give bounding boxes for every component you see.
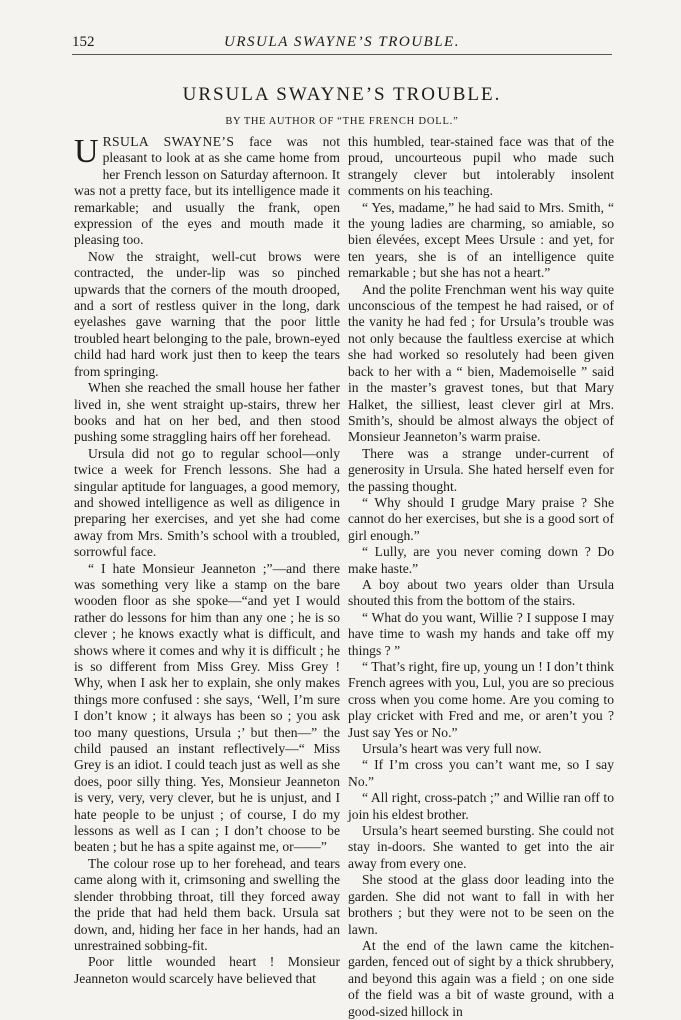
paragraph: “ Lully, are you never coming down ? Do make haste.” xyxy=(348,544,614,576)
paragraph: Poor little wounded heart ! Monsieur Jeanneton would scarcely have believed that xyxy=(74,954,340,986)
paragraph: And the polite Frenchman went his way quite unconscious of the tempest he had raised, or of the vanity he had fed ; for Ursula’s trouble was not only because the faultless exercise at which she had worked so resolutely had been given back to her with a “ bien, Mademoiselle ” said in the master’s gravest tones, but that Mary Halket, the silliest, least clever girl at Mrs. Smith’s, should be almost always the object of Monsieur Jeanneton’s warm praise. xyxy=(348,281,614,445)
running-head xyxy=(72,34,612,55)
opening-paragraph xyxy=(74,134,340,249)
paragraph: She stood at the glass door leading into the garden. She did not want to fall in with her brothers ; but they were not to be seen on the lawn. xyxy=(348,872,614,937)
byline xyxy=(72,116,612,127)
page-number: 152 xyxy=(72,34,95,50)
paragraph: Ursula’s heart was very full now. xyxy=(362,741,542,757)
byline-work: “THE FRENCH DOLL.” xyxy=(337,116,459,127)
paragraph: “ Yes, madame,” he had said to Mrs. Smith, “ the young ladies are charming, so amiable, so bien élevées, except Mees Ursule : and yet, for ten years, she is of an intelligence quite remarkable ; but she has not a heart.” xyxy=(348,199,614,281)
opening-small-caps: RSULA SWAYNE’S xyxy=(102,134,235,149)
article-title: URSULA SWAYNE’S TROUBLE. xyxy=(182,84,502,105)
paragraph: At the end of the lawn came the kitchen-garden, fenced out of sight by a thick shrubbery, and beyond this again was a field ; on one side of the field was a bit of waste ground, with a good-sized hillock in xyxy=(348,937,614,1019)
right-column xyxy=(348,134,614,1020)
running-title: URSULA SWAYNE’S TROUBLE. xyxy=(224,34,460,50)
paragraph: Now the straight, well-cut brows were contracted, the under-lip was so pinched upwards that the corners of the mouth drooped, and a sort of restless quiver in the long, dark eyelashes gave warning that the poor little troubled heart belonging to the pale, brown-eyed child had hard work just then to keep the tears from springing. xyxy=(74,248,340,379)
paragraph: Ursula did not go to regular school—only twice a week for French lessons. She had a singular aptitude for languages, a good memory, and showed intelligence as well as diligence in preparing her exercises, and yet she had come away from Mrs. Smith’s school with a troubled, sorrowful face. xyxy=(74,445,340,560)
paragraph: A boy about two years older than Ursula shouted this from the bottom of the stairs. xyxy=(348,576,614,609)
drop-cap: U xyxy=(74,133,99,170)
paragraph: “ If I’m cross you can’t want me, so I say No.” xyxy=(348,757,614,789)
paragraph: “ I hate Monsieur Jeanneton ;”—and there was something very like a stamp on the bare wooden floor as she spoke—“and yet I would rather do lessons for him than any one ; he is so clever ; he knows exactly what is difficult, and shows where it comes and why it is difficult ; he is so different from Miss Grey. Miss Grey ! Why, when I ask her to explain, she only makes things more confused : she says, ‘Well, I’m sure I don’t know ; it always has been so ; you ask too many questions, Ursula ;’ but then—” the child paused an instant reflectively—“ Miss Grey is an idiot. I could teach just as well as she does, poor silly thing. Yes, Monsieur Jeanneton is very, very, very clever, but he is unjust, and I hate people to be unjust ; of course, I do my lessons as well as I can ; I don’t choose to be beaten ; but he has a spite against me, or——” xyxy=(74,560,340,855)
byline-prefix: BY THE AUTHOR OF xyxy=(225,116,338,127)
paragraph: “ What do you want, Willie ? I suppose I may have time to wash my hands and take off my things ? ” xyxy=(348,609,614,658)
paragraph: “ All right, cross-patch ;” and Willie ran off to join his eldest brother. xyxy=(348,790,614,822)
paragraph: There was a strange under-current of generosity in Ursula. She hated herself even for the passing thought. xyxy=(348,445,614,494)
paragraph: “ Why should I grudge Mary praise ? She cannot do her exercises, but she is a good sort of girl enough.” xyxy=(348,494,614,543)
paragraph: Ursula’s heart seemed bursting. She could not stay in-doors. She wanted to get into the air away from every one. xyxy=(348,823,614,871)
opening-text: face was not pleasant to look at as she came home from her French lesson on Saturday afternoon. It was not a pretty face, but its intelligence made it remarkable; and usually the frank, open expression of the eyes and mouth made it pleasing too. xyxy=(74,134,340,248)
continued-paragraph: this humbled, tear-stained face was that of the proud, uncourteous pupil who made such strangely clever but intolerably insolent comments on his teaching. xyxy=(348,134,614,199)
paragraph: The colour rose up to her forehead, and tears came along with it, crimsoning and swelling the slender throbbing throat, till they forced away the pride that had held them back. Ursula sat down, and, hiding her face in her hands, had an unrestrained sobbing-fit. xyxy=(74,855,340,953)
paragraph: “ That’s right, fire up, young un ! I don’t think French agrees with you, Lul, you are so precious cross when you come home. Are you coming to play cricket with Fred and me, or aren’t you ? Just say Yes or No.” xyxy=(348,659,614,740)
paragraph: When she reached the small house her father lived in, she went straight up-stairs, threw her books and hat on her bed, and then stood pushing some straggling hairs off her forehead. xyxy=(74,380,340,445)
left-column xyxy=(74,134,340,987)
